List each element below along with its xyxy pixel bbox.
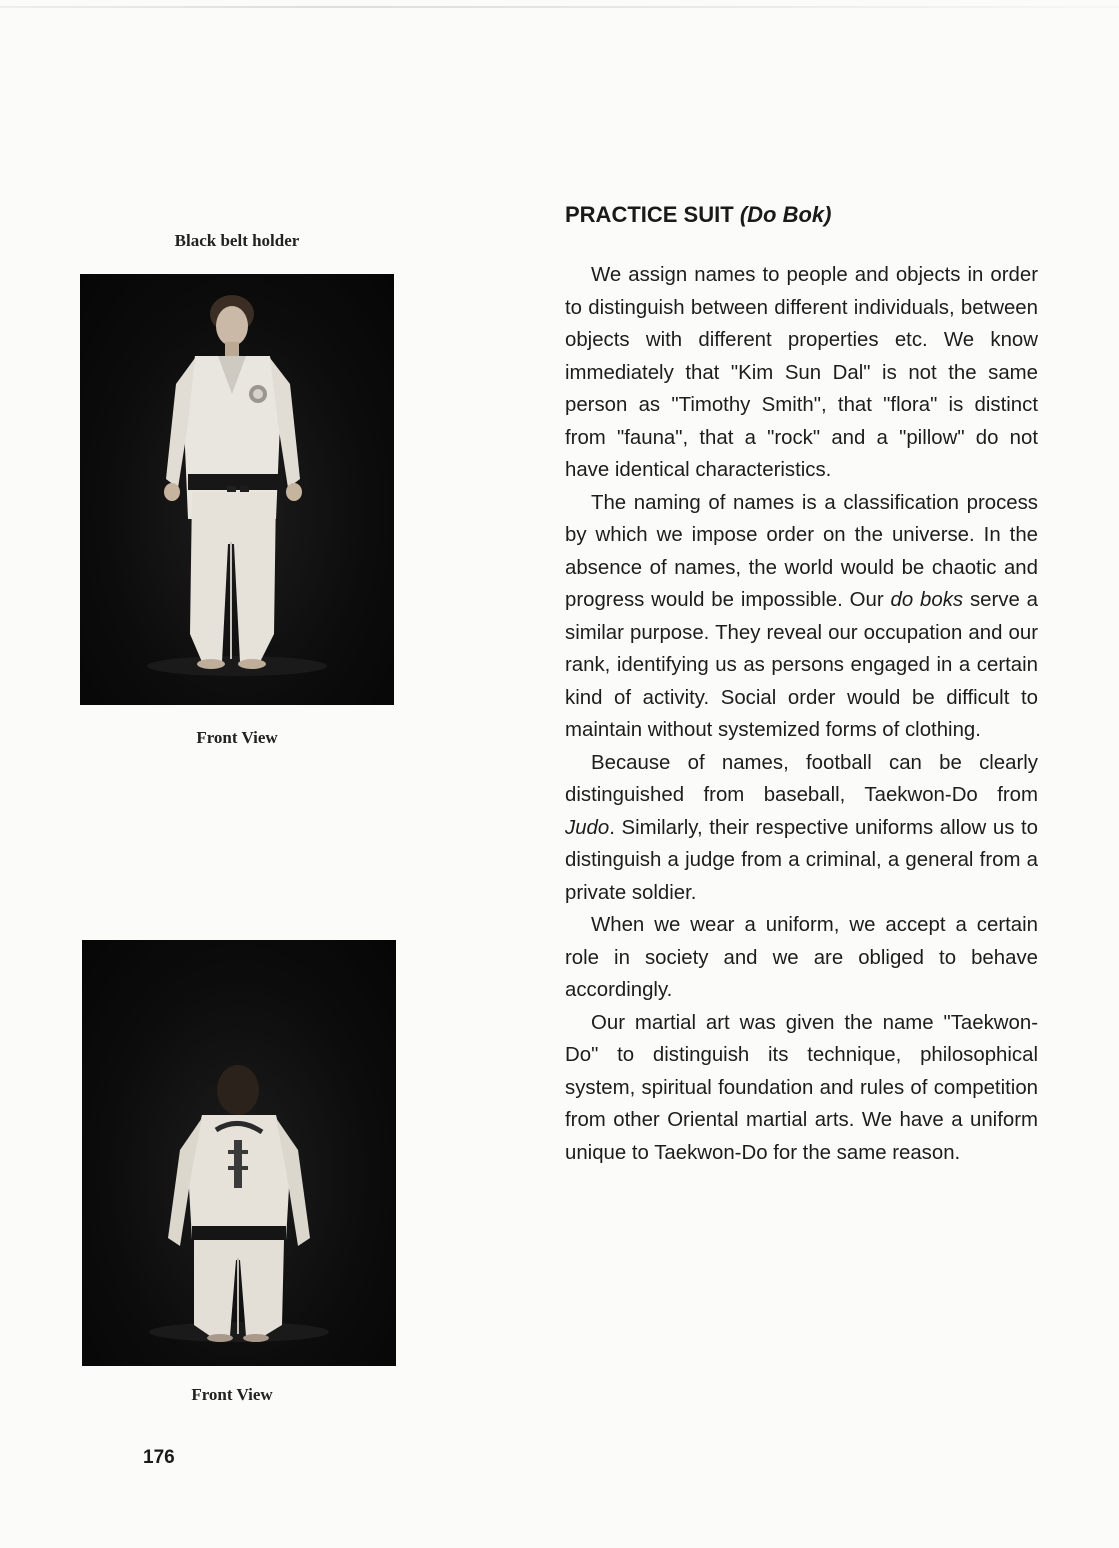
paragraph-3-text-b: . Similarly, their respective uniforms allow us to distinguish a judge from a criminal, a general from a private soldier. (565, 816, 1038, 904)
photo2-caption: Front View (191, 1385, 273, 1404)
heading-subtitle: (Do Bok) (739, 202, 832, 227)
article-body (565, 259, 1038, 1169)
paragraph-2-emphasis: do boks (890, 589, 964, 611)
back-view-photo (82, 940, 396, 1366)
photo1-caption: Front View (196, 728, 278, 747)
paragraph-1: We assign names to people and objects in order to distinguish between different individuals, between objects with different properties etc. We know immediately that "Kim Sun Dal" is not the same person as "Timothy Smith", that "flora" is distinct from "fauna", that a "rock" and a "pillow" do not have identical characteristics. (565, 264, 1038, 481)
paragraph-2 (565, 487, 1038, 747)
paragraph-5: Our martial art was given the name "Taekwon-Do" to distinguish its technique, philosophical system, spiritual foundation and rules of competition from other Oriental martial arts. We have a uniform unique to Taekwon-Do for the same reason. (565, 1011, 1038, 1164)
paragraph-3 (565, 747, 1038, 910)
scan-edge-line (0, 6, 1119, 8)
paragraph-2-text-b: serve a similar purpose. They reveal our occupation and our rank, identifying us as persons engaged in a certain kind of activity. Social order would be difficult to maintain without systemized forms of clothing. (565, 589, 1038, 741)
top-caption: Black belt holder (174, 231, 300, 250)
heading-main: PRACTICE SUIT (565, 202, 734, 227)
paragraph-3-emphasis: Judo (565, 816, 610, 839)
paragraph-4: When we wear a uniform, we accept a certain role in society and we are obliged to behave accordingly. (565, 914, 1038, 1001)
paragraph-3-text-a: Because of names, football can be clearly distinguished from baseball, Taekwon-Do from (565, 751, 1038, 806)
section-heading (565, 202, 831, 228)
paragraph-2-text-a: The naming of names is a classification process by which we impose order on the universe. In the absence of names, the world would be chaotic and progress would be impossible. Our (565, 491, 1038, 611)
page-number: 176 (143, 1447, 175, 1468)
front-view-photo (80, 274, 394, 705)
